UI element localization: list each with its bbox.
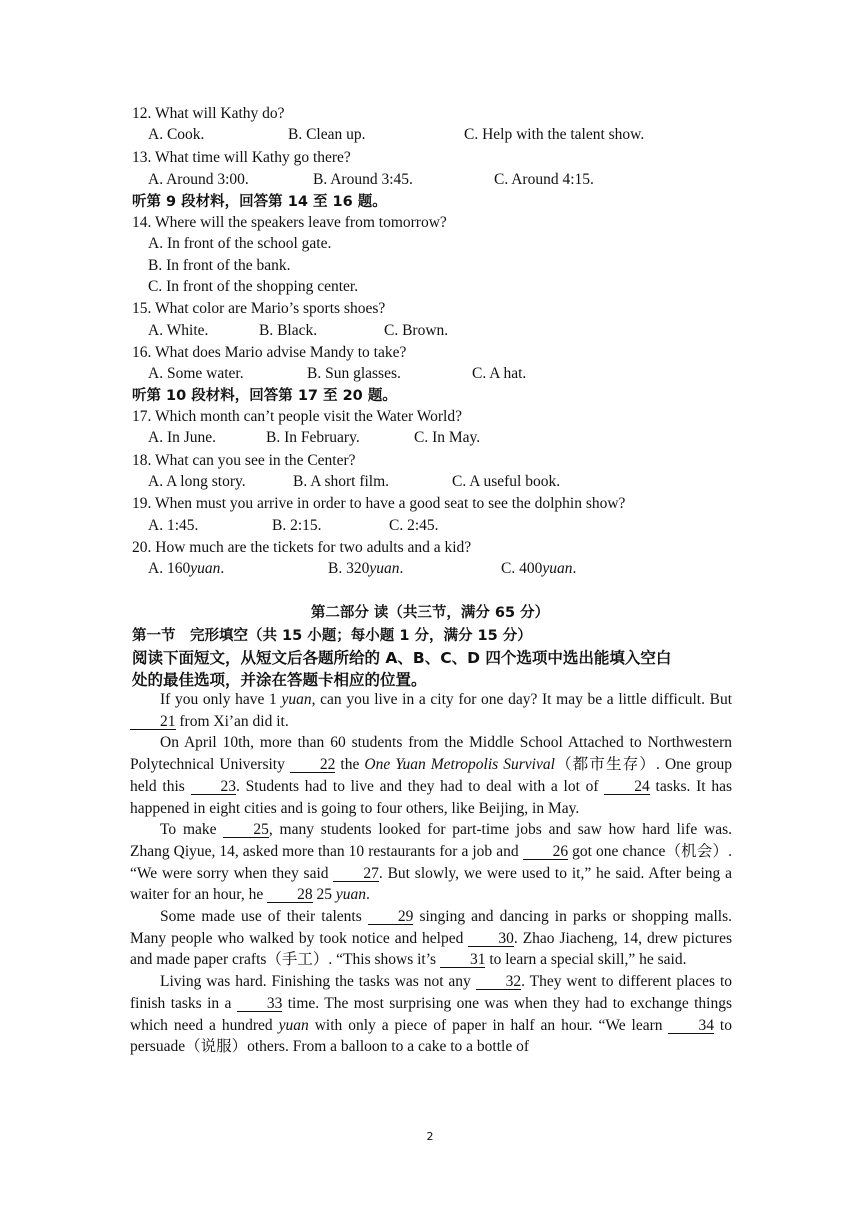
blank-29: 29 — [368, 909, 414, 925]
blank-21: 21 — [130, 714, 176, 730]
q15-option-a: A. White. — [148, 322, 209, 339]
question-13: 13. What time will Kathy go there? — [132, 149, 351, 166]
q17-option-a: A. In June. — [148, 429, 217, 446]
question-15: 15. What color are Mario’s sports shoes? — [132, 300, 386, 317]
blank-25: 25 — [223, 822, 269, 838]
q18-option-b: B. A short film. — [293, 473, 390, 490]
passage-paragraph-4: Some made use of their talents 29 singing and dancing in parks or shopping malls. Many people who walked by took notice and helped 30. Zhao Jiacheng, 14, drew pictures and made paper crafts（手工）. “This shows it’s 31 to learn a special skill,” he said. — [130, 908, 732, 969]
question-19: 19. When must you arrive in order to have a good seat to see the dolphin show? — [132, 495, 626, 512]
q12-option-b: B. Clean up. — [288, 126, 366, 143]
section-9-heading: 听第 9 段材料，回答第 14 至 16 题。 — [132, 194, 387, 210]
q17-option-c: C. In May. — [414, 429, 481, 446]
q15-option-c: C. Brown. — [384, 322, 449, 339]
blank-33: 33 — [237, 996, 283, 1012]
question-17: 17. Which month can’t people visit the Water World? — [132, 408, 462, 425]
part-2-instruction-line-2: 处的最佳选项，并涂在答题卡相应的位置。 — [132, 671, 427, 689]
question-12: 12. What will Kathy do? — [132, 105, 285, 122]
passage-paragraph-2: On April 10th, more than 60 students from the Middle School Attached to Northwestern Polytechnical University 22 the One Yuan Metropolis Survival（都市生存）. One group held this 23. Students had to live and they had to deal with a lot of 24 tasks. It has happened in eight cities and is going to four others, like Beijing, in May. — [130, 734, 732, 817]
question-18: 18. What can you see in the Center? — [132, 452, 356, 469]
q14-option-a: A. In front of the school gate. — [148, 235, 332, 252]
part-2-title: 第二部分 读（共三节，满分 65 分） — [310, 605, 550, 621]
q19-option-b: B. 2:15. — [272, 517, 322, 534]
q14-option-b: B. In front of the bank. — [148, 257, 291, 274]
section-10-heading: 听第 10 段材料，回答第 17 至 20 题。 — [132, 388, 397, 404]
blank-23: 23 — [191, 779, 237, 795]
cloze-passage — [130, 689, 732, 1058]
q16-option-a: A. Some water. — [148, 365, 244, 382]
q13-option-a: A. Around 3:00. — [148, 171, 249, 188]
q16-option-b: B. Sun glasses. — [307, 365, 401, 382]
q18-option-c: C. A useful book. — [452, 473, 561, 490]
passage-paragraph-1: If you only have 1 yuan, can you live in a city for one day? It may be a little difficult. But 21 from Xi’an did it. — [130, 689, 732, 732]
blank-27: 27 — [333, 866, 379, 882]
q15-option-b: B. Black. — [259, 322, 318, 339]
part-2-instruction-line-1: 阅读下面短文，从短文后各题所给的 A、B、C、D 四个选项中选出能填入空白 — [132, 649, 672, 667]
q19-option-c: C. 2:45. — [389, 517, 439, 534]
blank-28: 28 — [267, 887, 313, 903]
passage-paragraph-5: Living was hard. Finishing the tasks was not any 32. They went to different places to finish tasks in a 33 time. The most surprising one was when they had to exchange things which need a hundred yuan with only a piece of paper in half an hour. “We learn 34 to persuade（说服）others. From a balloon to a cake to a bottle of — [130, 973, 732, 1056]
blank-34: 34 — [668, 1018, 714, 1034]
q17-option-b: B. In February. — [266, 429, 360, 446]
blank-26: 26 — [523, 844, 569, 860]
blank-31: 31 — [440, 952, 486, 968]
q20-option-c: C. 400yuan. — [501, 560, 577, 577]
question-16: 16. What does Mario advise Mandy to take? — [132, 344, 407, 361]
q13-option-b: B. Around 3:45. — [313, 171, 413, 188]
q20-option-a: A. 160yuan. — [148, 560, 225, 577]
q12-option-a: A. Cook. — [148, 126, 205, 143]
blank-24: 24 — [604, 779, 650, 795]
q13-option-c: C. Around 4:15. — [494, 171, 594, 188]
question-14: 14. Where will the speakers leave from tomorrow? — [132, 214, 447, 231]
q16-option-c: C. A hat. — [472, 365, 527, 382]
question-20: 20. How much are the tickets for two adults and a kid? — [132, 539, 472, 556]
q14-option-c: C. In front of the shopping center. — [148, 278, 359, 295]
passage-paragraph-3: To make 25, many students looked for part-time jobs and saw how hard life was. Zhang Qiyue, 14, asked more than 10 restaurants for a job and 26 got one chance（机会）. “We were sorry when they said 27. But slowly, we were used to it,” he said. After being a waiter for an hour, he 28 25 yuan. — [130, 821, 732, 904]
blank-30: 30 — [468, 931, 514, 947]
q12-option-c: C. Help with the talent show. — [464, 126, 645, 143]
page-number: 2 — [426, 1130, 434, 1143]
blank-22: 22 — [290, 757, 336, 773]
blank-32: 32 — [476, 974, 522, 990]
part-2-subtitle: 第一节 完形填空（共 15 小题；每小题 1 分，满分 15 分） — [132, 628, 532, 644]
q18-option-a: A. A long story. — [148, 473, 246, 490]
q20-option-b: B. 320yuan. — [328, 560, 404, 577]
q19-option-a: A. 1:45. — [148, 517, 199, 534]
